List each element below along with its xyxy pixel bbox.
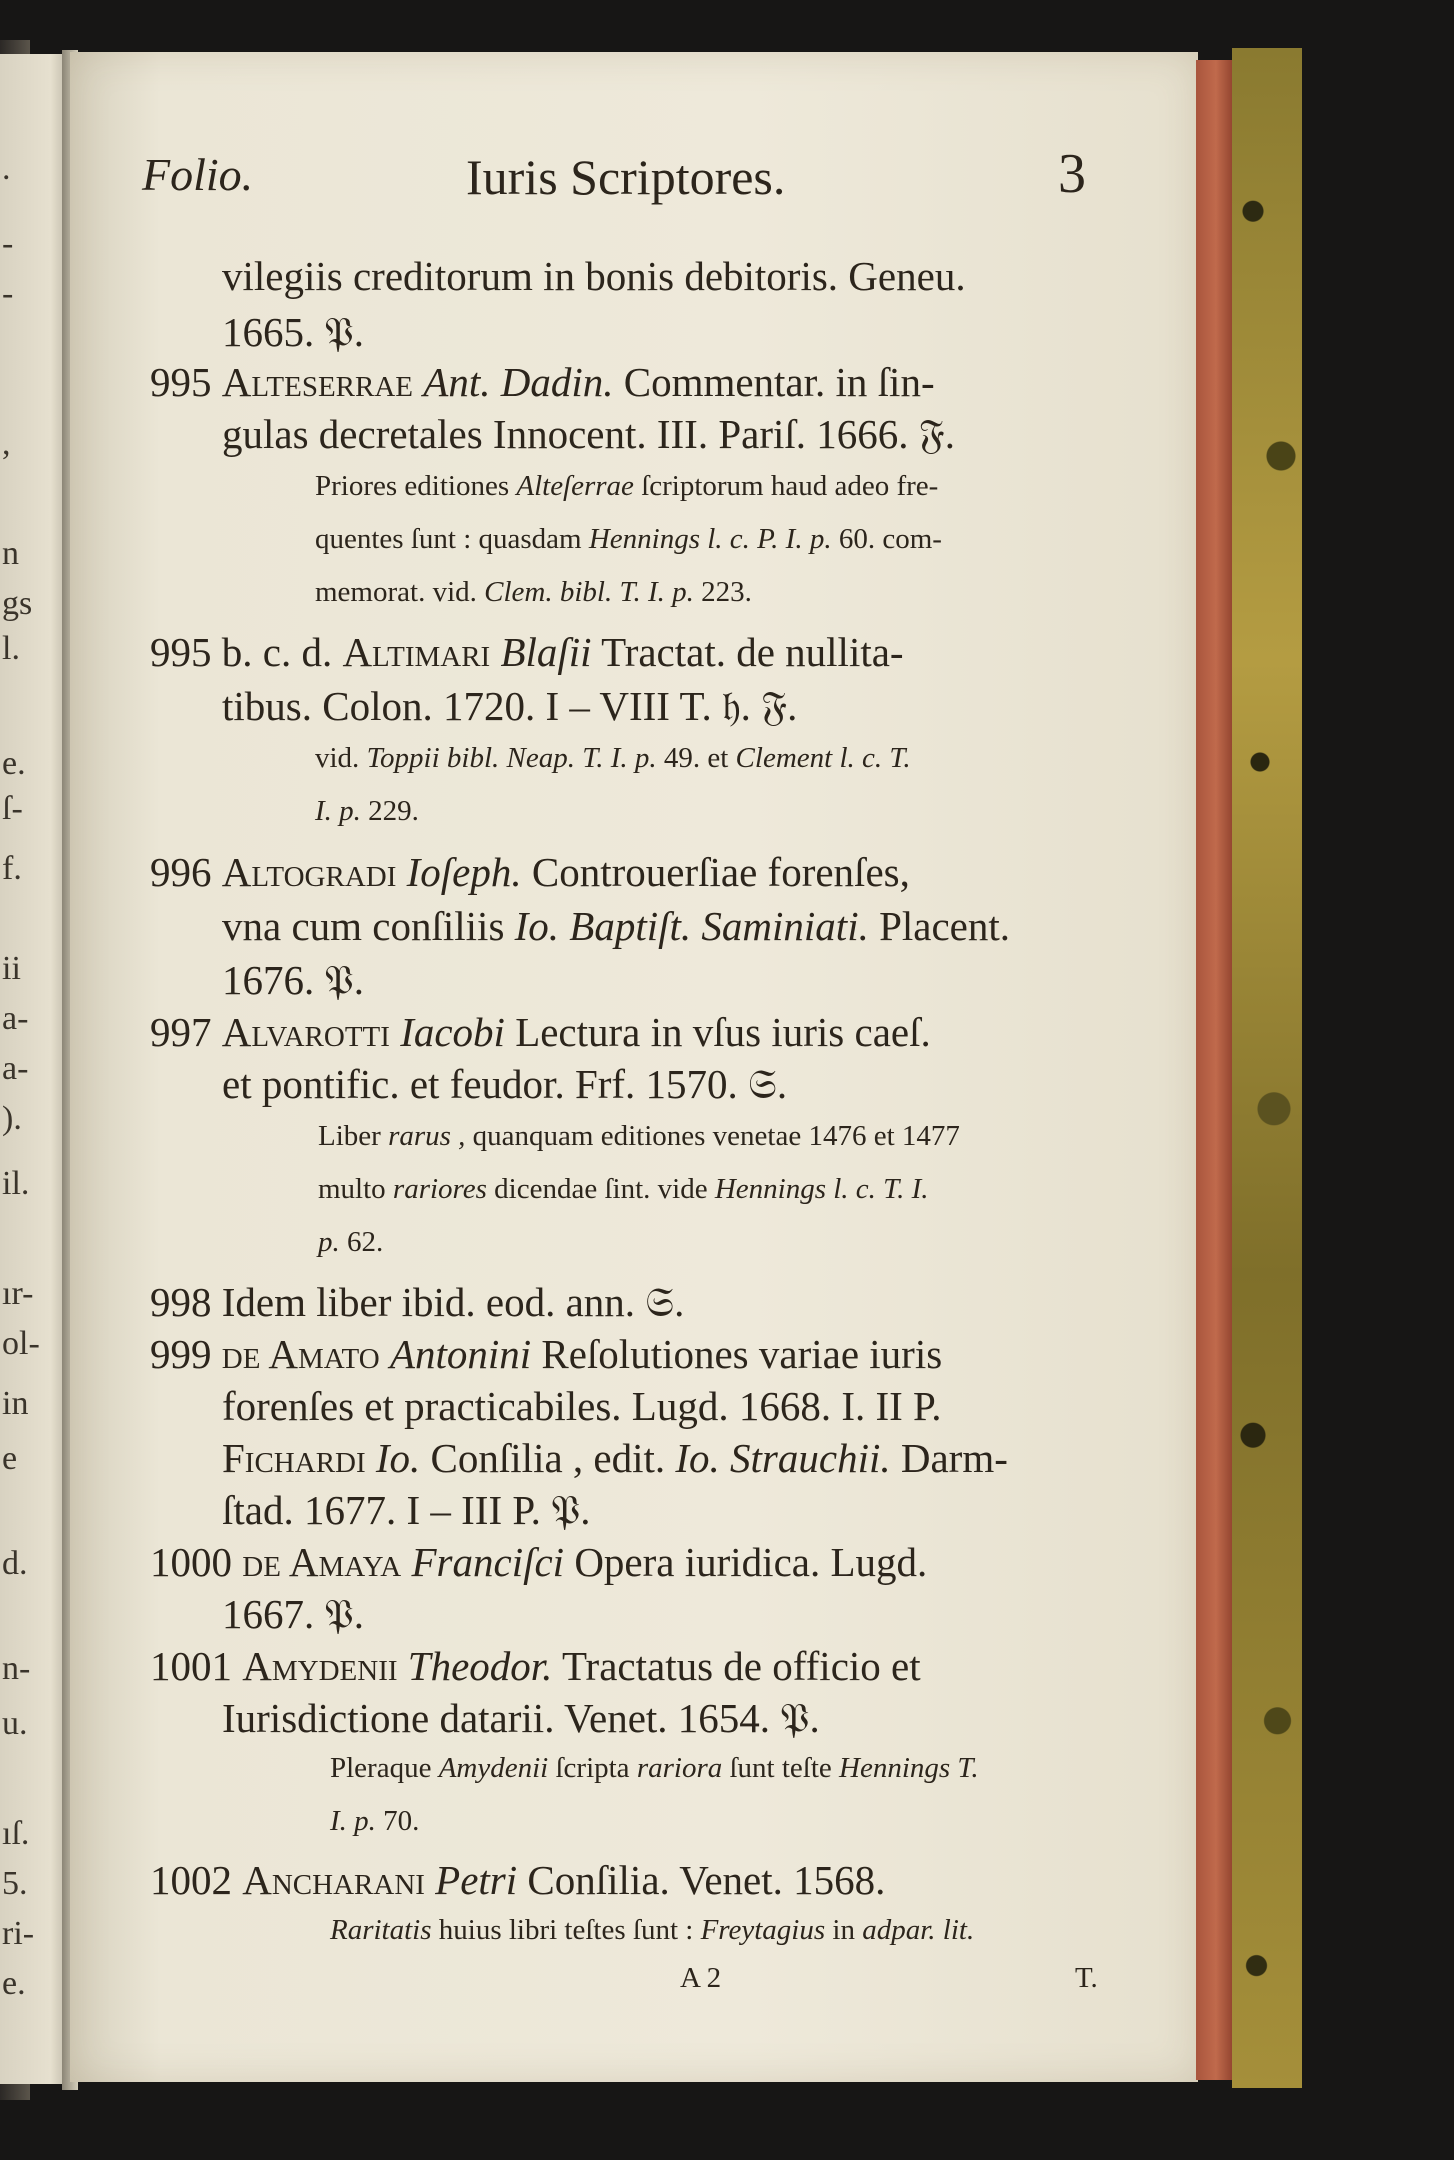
- text-run: Lectura in vſus iuris caeſ.: [504, 1009, 931, 1055]
- entry-line: [222, 1590, 364, 1639]
- text-run: rariora: [636, 1752, 723, 1784]
- text-run: Io. Baptiſt. Saminiati.: [514, 903, 869, 949]
- text-run: 49. et: [656, 742, 736, 774]
- text-run: Hennings l. c. P. I. p.: [588, 523, 832, 555]
- text-run: [401, 1539, 411, 1585]
- text-run: Placent.: [868, 903, 1011, 949]
- text-run: ſcriptorum haud adeo fre-: [633, 470, 939, 502]
- entry-line: [222, 1434, 1008, 1482]
- left-page-fragment: n: [2, 535, 19, 572]
- text-run: Clem. bibl. T. I. p.: [484, 576, 694, 608]
- text-run: ſtad. 1677. I – III P. 𝔓.: [222, 1487, 591, 1533]
- text-run: Altimari: [342, 629, 491, 675]
- entry-line: [222, 252, 966, 300]
- text-run: Conſilia , edit.: [420, 1435, 676, 1481]
- entry-line: [222, 1382, 942, 1430]
- text-run: vid.: [315, 742, 367, 774]
- entry-line: [222, 956, 364, 1005]
- note-line: [315, 742, 911, 775]
- text-run: 1001: [150, 1643, 243, 1689]
- text-run: [398, 1643, 408, 1689]
- text-run: huius libri teſtes ſunt :: [431, 1914, 701, 1946]
- text-run: 1667. 𝔓.: [222, 1591, 364, 1637]
- text-run: 1000: [150, 1539, 243, 1585]
- text-run: Blaſii: [500, 629, 592, 675]
- text-run: Iurisdictione datarii. Venet. 1654. 𝔓.: [222, 1695, 820, 1741]
- left-page-fragment: ).: [2, 1100, 22, 1137]
- text-run: 1665. 𝔓.: [222, 309, 364, 355]
- text-run: 60. com-: [831, 523, 942, 555]
- left-page-fragment: a-: [2, 1000, 29, 1037]
- left-page-fragment: -: [2, 275, 14, 312]
- text-run: de Amato: [221, 1331, 380, 1377]
- text-run: Conſilia. Venet. 1568.: [517, 1857, 886, 1903]
- text-run: vilegiis creditorum in bonis debitoris. Geneu.: [222, 253, 966, 299]
- text-run: Alvarotti: [221, 1009, 390, 1055]
- text-run: Hennings T.: [839, 1752, 979, 1784]
- text-run: Reſolutiones variae iuris: [531, 1331, 943, 1377]
- text-run: Clement l. c. T.: [735, 742, 911, 774]
- entry-line: [150, 1330, 942, 1378]
- text-run: A 2: [680, 1962, 722, 1994]
- page-edge: [1196, 60, 1236, 2080]
- left-page-fragment: e.: [2, 1965, 26, 2002]
- entry-line: [150, 358, 935, 406]
- text-run: ſunt teſte: [722, 1752, 840, 1784]
- text-run: 62.: [339, 1226, 384, 1258]
- entry-line: [222, 1060, 787, 1109]
- text-run: [490, 629, 500, 675]
- text-run: Theodor.: [407, 1643, 553, 1689]
- entry-line: [150, 628, 904, 676]
- text-run: [425, 1857, 435, 1903]
- text-run: multo: [318, 1173, 393, 1205]
- note-line: [318, 1173, 929, 1206]
- text-run: 995: [150, 359, 222, 405]
- text-run: Petri: [435, 1857, 518, 1903]
- entry-line: [150, 1278, 684, 1327]
- text-run: p.: [318, 1226, 340, 1258]
- text-run: Franciſci: [411, 1539, 565, 1585]
- text-run: Ancharani: [242, 1857, 425, 1903]
- left-page-fragment: in: [2, 1385, 29, 1422]
- entry-line: [222, 1694, 820, 1743]
- left-page-fragment: f.: [2, 850, 22, 887]
- text-run: rariores: [392, 1173, 487, 1205]
- left-page-fragment: ıſ.: [2, 1815, 30, 1852]
- text-run: 995 b. c. d.: [150, 629, 343, 675]
- text-run: Amydenii: [242, 1643, 398, 1689]
- entry-line: [150, 848, 910, 896]
- text-run: gulas decretales Innocent. III. Pariſ. 1666. 𝔉.: [222, 411, 955, 457]
- left-page-fragment: l.: [2, 630, 20, 667]
- text-run: Altogradi: [221, 849, 397, 895]
- text-run: Iacobi: [400, 1009, 505, 1055]
- text-run: forenſes et practicabiles. Lugd. 1668. I. II P.: [222, 1383, 942, 1429]
- note-line: [315, 576, 752, 609]
- marbled-cover: [1232, 48, 1302, 2088]
- note-line: [315, 470, 938, 503]
- text-run: 998 Idem liber ibid. eod. ann. 𝔖.: [150, 1279, 685, 1325]
- text-run: 1676. 𝔓.: [222, 957, 364, 1003]
- entry-line: [222, 410, 955, 459]
- text-run: [413, 359, 423, 405]
- text-run: 997: [150, 1009, 222, 1055]
- text-run: Fichardi: [222, 1435, 366, 1481]
- text-run: tibus. Colon. 1720. I – VIII T. 𝔥. 𝔉.: [222, 683, 798, 729]
- text-run: Raritatis: [330, 1914, 432, 1946]
- note-line: [318, 1120, 960, 1153]
- left-page-fragment: u.: [2, 1705, 28, 1742]
- left-page-fragment: gs: [2, 585, 33, 622]
- note-line: [330, 1805, 419, 1838]
- left-page-fragment: n-: [2, 1650, 31, 1687]
- left-page-fragment: ri-: [2, 1915, 35, 1952]
- entry-line: [150, 1008, 931, 1056]
- text-run: memorat. vid.: [315, 576, 485, 608]
- text-run: in: [825, 1914, 863, 1946]
- text-run: Alteserrae: [221, 359, 414, 405]
- note-line: [318, 1226, 383, 1259]
- text-run: Priores editiones: [315, 470, 517, 502]
- page-title: Iuris Scriptores.: [466, 149, 786, 205]
- text-run: Ioſeph.: [406, 849, 522, 895]
- entry-line: [150, 1538, 927, 1586]
- text-run: Commentar. in ſin-: [613, 359, 935, 405]
- text-run: Liber: [318, 1120, 389, 1152]
- note-line: [315, 795, 419, 828]
- left-page-fragment: d.: [2, 1545, 28, 1582]
- text-run: 999: [150, 1331, 222, 1377]
- text-run: Freytagius: [700, 1914, 826, 1946]
- left-page-fragment: -: [2, 225, 14, 262]
- text-run: de Amaya: [242, 1539, 402, 1585]
- text-run: 70.: [375, 1805, 420, 1837]
- text-run: [390, 1009, 400, 1055]
- text-run: dicendae ſint. vide: [486, 1173, 715, 1205]
- note-line: [315, 523, 942, 556]
- text-run: Tractatus de officio et: [552, 1643, 921, 1689]
- text-run: quentes ſunt : quasdam: [315, 523, 589, 555]
- text-run: rarus ,: [388, 1120, 466, 1152]
- left-page-fragment: 5.: [2, 1865, 28, 1902]
- left-page-fragment: e.: [2, 745, 26, 782]
- text-run: 229.: [360, 795, 419, 827]
- text-run: adpar. lit.: [862, 1914, 975, 1946]
- left-page-fragment: e: [2, 1440, 18, 1477]
- text-run: Toppii bibl. Neap. T. I. p.: [366, 742, 657, 774]
- text-run: 223.: [693, 576, 752, 608]
- text-run: Io. Strauchii.: [675, 1435, 891, 1481]
- header-format: Folio.: [142, 149, 254, 200]
- text-run: Alteſerrae: [516, 470, 634, 502]
- page-number: 3: [1058, 143, 1086, 205]
- text-run: Hennings l. c. T. I.: [714, 1173, 929, 1205]
- text-run: Io.: [375, 1435, 421, 1481]
- text-run: I. p.: [315, 795, 361, 827]
- entry-line: [222, 682, 797, 731]
- text-run: Opera iuridica. Lugd.: [564, 1539, 928, 1585]
- entry-line: [222, 308, 364, 357]
- text-run: 996: [150, 849, 222, 895]
- text-run: et pontific. et feudor. Frf. 1570. 𝔖.: [222, 1061, 788, 1107]
- text-run: Ant. Dadin.: [423, 359, 614, 405]
- text-run: vna cum conſiliis: [222, 903, 515, 949]
- text-run: quanquam editiones venetae 1476 et 1477: [465, 1120, 960, 1152]
- text-run: ſcripta: [548, 1752, 637, 1784]
- entry-line: [222, 902, 1010, 950]
- entry-line: [222, 1486, 591, 1535]
- text-run: Antonini: [389, 1331, 532, 1377]
- left-page-fragment: ſ-: [2, 790, 23, 827]
- text-run: T.: [1075, 1962, 1098, 1994]
- text-run: [380, 1331, 390, 1377]
- text-run: Pleraque: [330, 1752, 439, 1784]
- note-line: [680, 1962, 721, 1995]
- left-page-fragment: ii: [2, 950, 21, 987]
- left-page-fragment: il.: [2, 1165, 30, 1202]
- text-run: Controuerſiae forenſes,: [521, 849, 910, 895]
- note-line: [1075, 1962, 1098, 1995]
- left-page-fragment: .: [2, 150, 11, 187]
- text-run: Amydenii: [438, 1752, 549, 1784]
- note-line: [330, 1914, 974, 1947]
- entry-line: [150, 1642, 921, 1690]
- left-page-fragment: ır-: [2, 1275, 34, 1312]
- entry-line: [150, 1856, 885, 1904]
- text-run: I. p.: [330, 1805, 376, 1837]
- left-page-fragment: ,: [2, 425, 11, 462]
- left-page-fragment: a-: [2, 1050, 29, 1087]
- text-run: Tractat. de nullita-: [591, 629, 904, 675]
- text-run: [396, 849, 406, 895]
- text-run: Darm-: [890, 1435, 1008, 1481]
- text-run: 1002: [150, 1857, 243, 1903]
- text-run: [366, 1435, 376, 1481]
- left-page-fragment: ol-: [2, 1325, 40, 1362]
- note-line: [330, 1752, 979, 1785]
